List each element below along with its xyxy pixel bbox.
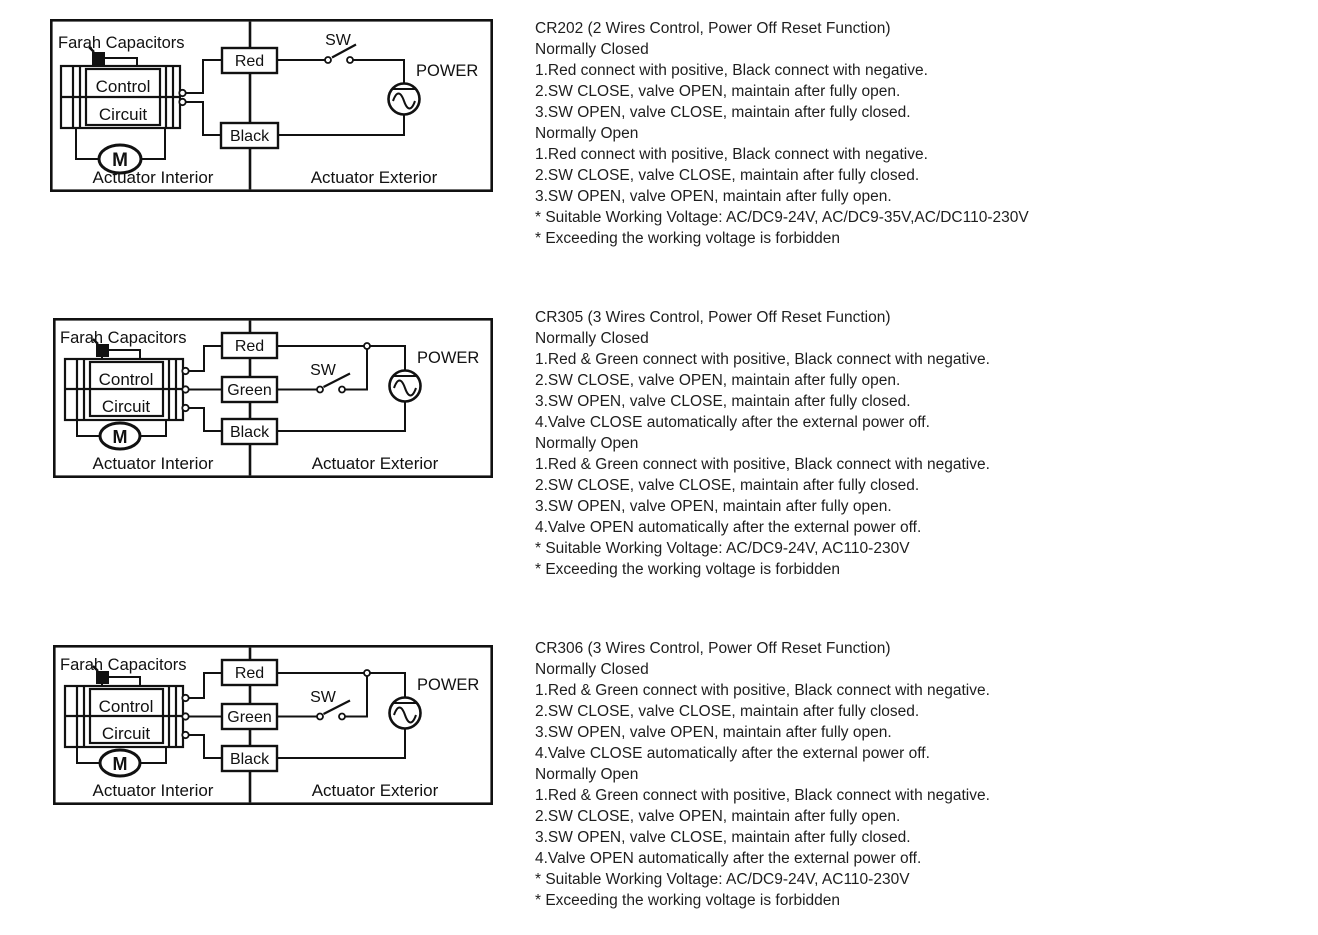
- terminal-pin: [182, 368, 188, 374]
- actuator-interior-label: Actuator Interior: [92, 168, 214, 187]
- instruction-line: * Exceeding the working voltage is forbidden: [535, 230, 841, 247]
- circuit-label: Circuit: [98, 105, 148, 124]
- green-wire-label: Green: [227, 709, 272, 726]
- terminal-pin: [182, 405, 188, 411]
- power-source-symbol: [389, 62, 479, 115]
- wire-power-to-black: [277, 402, 405, 432]
- motor-symbol: [100, 423, 140, 449]
- instruction-line: * Suitable Working Voltage: AC/DC9-24V, AC110-230V: [535, 540, 910, 557]
- instruction-line: 3.SW OPEN, valve CLOSE, maintain after fully closed.: [535, 829, 911, 846]
- instruction-line: 1.Red & Green connect with positive, Black connect with negative.: [535, 351, 990, 368]
- instruction-line: 1.Red connect with positive, Black connect with negative.: [535, 62, 928, 79]
- instruction-line: 2.SW CLOSE, valve OPEN, maintain after fully open.: [535, 808, 901, 825]
- black-wire-label: Black: [229, 751, 270, 768]
- wire-body-to-motor-left: [77, 420, 100, 436]
- wire-switch-to-power: [353, 60, 404, 84]
- terminal-pin: [182, 713, 188, 719]
- green-wire-terminal: [222, 377, 277, 402]
- actuator-interior-label: Actuator Interior: [92, 781, 214, 800]
- circuit-label: Circuit: [101, 397, 151, 416]
- wiring-diagram-cr305-svg: [53, 318, 493, 478]
- green-wire-terminal: [222, 704, 277, 729]
- terminal-pin: [182, 386, 188, 392]
- switch-contact: [317, 714, 323, 720]
- wire-red-to-power: [277, 346, 405, 371]
- terminal-pin: [182, 732, 188, 738]
- actuator-exterior-label: Actuator Exterior: [311, 781, 439, 800]
- instruction-line: 1.Red & Green connect with positive, Black connect with negative.: [535, 787, 990, 804]
- power-label: POWER: [416, 62, 479, 80]
- instruction-line: 2.SW CLOSE, valve OPEN, maintain after fully open.: [535, 83, 901, 100]
- capacitor-icon: [92, 52, 105, 65]
- instruction-line: 2.SW CLOSE, valve OPEN, maintain after fully open.: [535, 372, 901, 389]
- switch-contact: [339, 714, 345, 720]
- instruction-line: * Exceeding the working voltage is forbidden: [535, 561, 841, 578]
- control-label: Control: [95, 77, 151, 96]
- motor-label: M: [112, 150, 128, 171]
- red-wire-label: Red: [234, 53, 265, 70]
- wire-power-to-black: [278, 115, 404, 136]
- instruction-line: 3.SW OPEN, valve CLOSE, maintain after fully closed.: [535, 104, 911, 121]
- farah-capacitors-label: Farah Capacitors: [60, 656, 187, 674]
- wiring-diagram-cr306-svg: [53, 645, 493, 805]
- instruction-line: 1.Red & Green connect with positive, Black connect with negative.: [535, 682, 990, 699]
- wire-control-to-black: [186, 735, 222, 758]
- actuator-body: [65, 339, 189, 420]
- motor-label: M: [112, 427, 128, 447]
- red-wire-label: Red: [234, 338, 265, 355]
- sw-label: SW: [325, 32, 351, 49]
- wire-control-to-red: [182, 60, 222, 93]
- motor-label: M: [112, 754, 128, 774]
- black-wire-label: Black: [229, 128, 270, 145]
- instruction-line: 4.Valve CLOSE automatically after the external power off.: [535, 414, 930, 431]
- actuator-body: [65, 666, 189, 747]
- actuator-body: [61, 47, 186, 128]
- terminal-pin: [179, 90, 185, 96]
- switch-symbol: [310, 689, 350, 720]
- farah-capacitors-label: Farah Capacitors: [60, 329, 187, 347]
- instruction-line: 1.Red & Green connect with positive, Black connect with negative.: [535, 456, 990, 473]
- red-wire-terminal: [222, 48, 277, 73]
- green-wire-label: Green: [227, 382, 272, 399]
- instruction-line: 4.Valve OPEN automatically after the external power off.: [535, 850, 922, 867]
- wire-power-to-black: [277, 729, 405, 759]
- farah-capacitors-label: Farah Capacitors: [58, 34, 185, 52]
- black-wire-terminal: [222, 419, 277, 444]
- instruction-line: CR202 (2 Wires Control, Power Off Reset Function): [535, 20, 891, 37]
- power-label: POWER: [417, 349, 480, 367]
- actuator-exterior-label: Actuator Exterior: [311, 454, 439, 473]
- circuit-label: Circuit: [101, 724, 151, 743]
- switch-contact: [339, 387, 345, 393]
- instruction-line: 3.SW OPEN, valve OPEN, maintain after fully open.: [535, 188, 892, 205]
- instruction-line: Normally Open: [535, 766, 639, 783]
- instruction-line: Normally Closed: [535, 41, 649, 58]
- wire-red-to-power: [277, 673, 405, 698]
- wire-control-to-red: [186, 346, 222, 371]
- motor-symbol: [100, 750, 140, 776]
- control-label: Control: [98, 370, 154, 389]
- sw-label: SW: [310, 689, 336, 706]
- instruction-line: Normally Open: [535, 125, 639, 142]
- instruction-line: CR305 (3 Wires Control, Power Off Reset Function): [535, 309, 891, 326]
- instruction-line: 2.SW CLOSE, valve CLOSE, maintain after fully closed.: [535, 703, 920, 720]
- instruction-line: CR306 (3 Wires Control, Power Off Reset Function): [535, 640, 891, 657]
- instructions-cr202: [535, 18, 1255, 249]
- wiring-diagram-cr306: [53, 645, 493, 805]
- wiring-diagram-cr202-svg: [50, 19, 493, 192]
- black-wire-terminal: [221, 123, 278, 148]
- instruction-line: 1.Red connect with positive, Black connect with negative.: [535, 146, 928, 163]
- terminal-pin: [179, 99, 185, 105]
- instruction-line: Normally Closed: [535, 330, 649, 347]
- power-source-symbol: [390, 349, 480, 402]
- instruction-line: 3.SW OPEN, valve OPEN, maintain after fully open.: [535, 724, 892, 741]
- wire-control-to-black: [182, 102, 221, 135]
- switch-contact: [347, 57, 353, 63]
- wire-switch-to-node: [345, 676, 367, 717]
- sw-label: SW: [310, 362, 336, 379]
- wire-body-to-motor-right: [141, 128, 165, 159]
- instruction-line: Normally Closed: [535, 661, 649, 678]
- switch-contact: [325, 57, 331, 63]
- power-label: POWER: [417, 676, 480, 694]
- wiring-diagram-cr305: [53, 318, 493, 478]
- wire-control-to-red: [186, 673, 222, 698]
- instruction-line: * Suitable Working Voltage: AC/DC9-24V, AC/DC9-35V,AC/DC110-230V: [535, 209, 1029, 226]
- switch-symbol: [310, 362, 350, 393]
- actuator-interior-label: Actuator Interior: [92, 454, 214, 473]
- instruction-line: 3.SW OPEN, valve CLOSE, maintain after fully closed.: [535, 393, 911, 410]
- instructions-cr305: [535, 307, 1255, 580]
- power-source-symbol: [390, 676, 480, 729]
- wire-switch-to-node: [345, 349, 367, 390]
- wire-body-to-motor-right: [140, 420, 166, 436]
- switch-contact: [317, 387, 323, 393]
- switch-symbol: [325, 32, 356, 63]
- wire-body-to-motor-left: [76, 128, 99, 159]
- wiring-diagram-cr202: [50, 19, 493, 192]
- instructions-cr306: [535, 638, 1255, 911]
- instruction-line: Normally Open: [535, 435, 639, 452]
- control-label: Control: [98, 697, 154, 716]
- instruction-line: * Suitable Working Voltage: AC/DC9-24V, AC110-230V: [535, 871, 910, 888]
- terminal-pin: [182, 695, 188, 701]
- instruction-line: 4.Valve CLOSE automatically after the external power off.: [535, 745, 930, 762]
- instruction-line: * Exceeding the working voltage is forbidden: [535, 892, 841, 909]
- black-wire-terminal: [222, 746, 277, 771]
- instruction-line: 2.SW CLOSE, valve CLOSE, maintain after fully closed.: [535, 477, 920, 494]
- wire-body-to-motor-right: [140, 747, 166, 763]
- junction-node: [364, 670, 370, 676]
- red-wire-terminal: [222, 333, 277, 358]
- black-wire-label: Black: [229, 424, 270, 441]
- wire-control-to-black: [186, 408, 222, 431]
- junction-node: [364, 343, 370, 349]
- wire-body-to-motor-left: [77, 747, 100, 763]
- instruction-line: 2.SW CLOSE, valve CLOSE, maintain after fully closed.: [535, 167, 920, 184]
- red-wire-label: Red: [234, 665, 265, 682]
- instruction-line: 3.SW OPEN, valve OPEN, maintain after fully open.: [535, 498, 892, 515]
- actuator-exterior-label: Actuator Exterior: [310, 168, 438, 187]
- instruction-line: 4.Valve OPEN automatically after the external power off.: [535, 519, 922, 536]
- red-wire-terminal: [222, 660, 277, 685]
